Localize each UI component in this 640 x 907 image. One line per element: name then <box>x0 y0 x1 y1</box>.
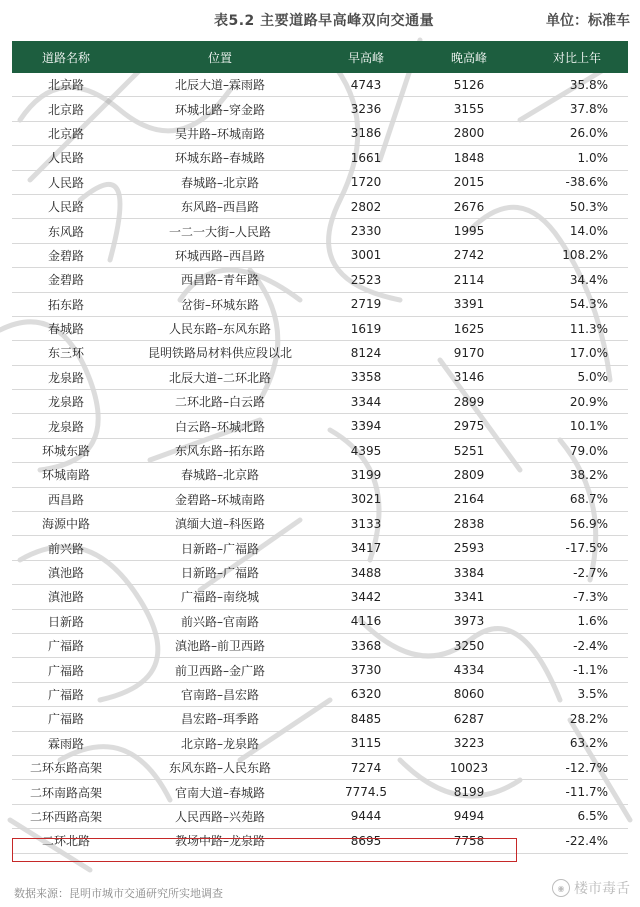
table-row <box>12 341 628 365</box>
cell-location: 金碧路–环城南路 <box>120 487 320 511</box>
cell-location: 滇缅大道–科医路 <box>120 512 320 536</box>
cell-morning-peak: 2802 <box>320 194 412 218</box>
cell-yoy-change: 3.5% <box>526 682 628 706</box>
cell-road-name: 人民路 <box>12 194 120 218</box>
cell-road-name: 人民路 <box>12 146 120 170</box>
cell-road-name: 前兴路 <box>12 536 120 560</box>
cell-yoy-change: 34.4% <box>526 268 628 292</box>
table-row <box>12 804 628 828</box>
cell-morning-peak: 3394 <box>320 414 412 438</box>
cell-morning-peak: 7774.5 <box>320 780 412 804</box>
cell-road-name: 二环西路高架 <box>12 804 120 828</box>
cell-morning-peak: 3488 <box>320 560 412 584</box>
column-header-location: 位置 <box>120 41 320 73</box>
traffic-volume-table <box>12 41 628 854</box>
table-row <box>12 121 628 145</box>
table-row <box>12 585 628 609</box>
cell-evening-peak: 2114 <box>412 268 526 292</box>
cell-yoy-change: -17.5% <box>526 536 628 560</box>
cell-road-name: 西昌路 <box>12 487 120 511</box>
cell-road-name: 龙泉路 <box>12 414 120 438</box>
cell-morning-peak: 8124 <box>320 341 412 365</box>
cell-location: 环城东路–春城路 <box>120 146 320 170</box>
table-row <box>12 560 628 584</box>
cell-morning-peak: 3133 <box>320 512 412 536</box>
cell-yoy-change: 20.9% <box>526 390 628 414</box>
cell-morning-peak: 1661 <box>320 146 412 170</box>
cell-road-name: 广福路 <box>12 633 120 657</box>
table-row <box>12 633 628 657</box>
table-row <box>12 829 628 853</box>
cell-location: 滇池路–前卫西路 <box>120 633 320 657</box>
table-row <box>12 243 628 267</box>
cell-evening-peak: 5251 <box>412 438 526 462</box>
table-row <box>12 146 628 170</box>
cell-evening-peak: 8060 <box>412 682 526 706</box>
cell-location: 昆明铁路局材料供应段以北 <box>120 341 320 365</box>
table-header-row <box>12 41 628 73</box>
cell-location: 前卫西路–金广路 <box>120 658 320 682</box>
cell-morning-peak: 8485 <box>320 707 412 731</box>
table-row <box>12 73 628 97</box>
cell-location: 官南路–昌宏路 <box>120 682 320 706</box>
table-row <box>12 292 628 316</box>
cell-evening-peak: 5126 <box>412 73 526 97</box>
cell-morning-peak: 2719 <box>320 292 412 316</box>
cell-location: 北京路–龙泉路 <box>120 731 320 755</box>
cell-evening-peak: 1625 <box>412 316 526 340</box>
cell-road-name: 二环东路高架 <box>12 755 120 779</box>
cell-morning-peak: 4743 <box>320 73 412 97</box>
table-row <box>12 755 628 779</box>
cell-yoy-change: 6.5% <box>526 804 628 828</box>
cell-road-name: 北京路 <box>12 73 120 97</box>
table-row <box>12 731 628 755</box>
cell-evening-peak: 3223 <box>412 731 526 755</box>
cell-evening-peak: 2676 <box>412 194 526 218</box>
cell-evening-peak: 3384 <box>412 560 526 584</box>
cell-yoy-change: -38.6% <box>526 170 628 194</box>
cell-morning-peak: 3021 <box>320 487 412 511</box>
table-title: 表5.2 主要道路早高峰双向交通量 <box>214 13 435 29</box>
title-bar <box>0 6 640 34</box>
table-row <box>12 707 628 731</box>
cell-road-name: 龙泉路 <box>12 390 120 414</box>
cell-morning-peak: 3001 <box>320 243 412 267</box>
cell-morning-peak: 3236 <box>320 97 412 121</box>
cell-yoy-change: -7.3% <box>526 585 628 609</box>
cell-evening-peak: 2015 <box>412 170 526 194</box>
cell-location: 日新路–广福路 <box>120 536 320 560</box>
cell-road-name: 人民路 <box>12 170 120 194</box>
cell-morning-peak: 3417 <box>320 536 412 560</box>
cell-yoy-change: -1.1% <box>526 658 628 682</box>
brand-watermark <box>552 878 630 898</box>
cell-road-name: 拓东路 <box>12 292 120 316</box>
cell-yoy-change: 10.1% <box>526 414 628 438</box>
cell-morning-peak: 1720 <box>320 170 412 194</box>
cell-morning-peak: 3344 <box>320 390 412 414</box>
cell-road-name: 滇池路 <box>12 585 120 609</box>
cell-road-name: 滇池路 <box>12 560 120 584</box>
table-row <box>12 780 628 804</box>
table-row <box>12 658 628 682</box>
cell-yoy-change: -2.4% <box>526 633 628 657</box>
cell-yoy-change: -11.7% <box>526 780 628 804</box>
cell-morning-peak: 3186 <box>320 121 412 145</box>
cell-evening-peak: 3973 <box>412 609 526 633</box>
source-note: 数据来源：昆明市城市交通研究所实地调查 <box>14 887 223 900</box>
cell-yoy-change: 37.8% <box>526 97 628 121</box>
cell-evening-peak: 2164 <box>412 487 526 511</box>
cell-yoy-change: -2.7% <box>526 560 628 584</box>
cell-location: 北辰大道–霖雨路 <box>120 73 320 97</box>
cell-road-name: 环城东路 <box>12 438 120 462</box>
cell-evening-peak: 2593 <box>412 536 526 560</box>
cell-evening-peak: 2899 <box>412 390 526 414</box>
cell-location: 北辰大道–二环北路 <box>120 365 320 389</box>
cell-evening-peak: 7758 <box>412 829 526 853</box>
cell-yoy-change: 5.0% <box>526 365 628 389</box>
cell-location: 东风东路–拓东路 <box>120 438 320 462</box>
cell-evening-peak: 9494 <box>412 804 526 828</box>
cell-evening-peak: 1995 <box>412 219 526 243</box>
cell-evening-peak: 3391 <box>412 292 526 316</box>
cell-morning-peak: 7274 <box>320 755 412 779</box>
table-row <box>12 219 628 243</box>
table-row <box>12 194 628 218</box>
cell-evening-peak: 3341 <box>412 585 526 609</box>
table-row <box>12 536 628 560</box>
cell-evening-peak: 2838 <box>412 512 526 536</box>
cell-morning-peak: 8695 <box>320 829 412 853</box>
cell-location: 环城西路–西昌路 <box>120 243 320 267</box>
table-body <box>12 73 628 853</box>
cell-yoy-change: -12.7% <box>526 755 628 779</box>
cell-location: 白云路–环城北路 <box>120 414 320 438</box>
column-header-yoy-change: 对比上年 <box>526 41 628 73</box>
cell-yoy-change: 63.2% <box>526 731 628 755</box>
unit-label: 单位：标准车 <box>546 13 630 29</box>
cell-yoy-change: 54.3% <box>526 292 628 316</box>
cell-morning-peak: 3730 <box>320 658 412 682</box>
cell-location: 环城北路–穿金路 <box>120 97 320 121</box>
cell-road-name: 金碧路 <box>12 243 120 267</box>
cell-location: 吴井路–环城南路 <box>120 121 320 145</box>
table-row <box>12 414 628 438</box>
table-row <box>12 316 628 340</box>
cell-morning-peak: 1619 <box>320 316 412 340</box>
cell-evening-peak: 3146 <box>412 365 526 389</box>
column-header-road-name: 道路名称 <box>12 41 120 73</box>
cell-road-name: 二环北路 <box>12 829 120 853</box>
cell-evening-peak: 2742 <box>412 243 526 267</box>
cell-road-name: 金碧路 <box>12 268 120 292</box>
cell-morning-peak: 3358 <box>320 365 412 389</box>
cell-location: 春城路–北京路 <box>120 170 320 194</box>
cell-road-name: 环城南路 <box>12 463 120 487</box>
cell-evening-peak: 3155 <box>412 97 526 121</box>
cell-road-name: 霖雨路 <box>12 731 120 755</box>
cell-yoy-change: 68.7% <box>526 487 628 511</box>
cell-yoy-change: 108.2% <box>526 243 628 267</box>
table-row <box>12 170 628 194</box>
cell-evening-peak: 2800 <box>412 121 526 145</box>
table-row <box>12 487 628 511</box>
table-row <box>12 268 628 292</box>
cell-evening-peak: 6287 <box>412 707 526 731</box>
cell-morning-peak: 2523 <box>320 268 412 292</box>
cell-evening-peak: 1848 <box>412 146 526 170</box>
cell-road-name: 北京路 <box>12 121 120 145</box>
cell-location: 人民东路–东风东路 <box>120 316 320 340</box>
cell-yoy-change: 26.0% <box>526 121 628 145</box>
cell-morning-peak: 3199 <box>320 463 412 487</box>
column-header-evening-peak: 晚高峰 <box>412 41 526 73</box>
cell-location: 昌宏路–珥季路 <box>120 707 320 731</box>
cell-road-name: 龙泉路 <box>12 365 120 389</box>
cell-road-name: 海源中路 <box>12 512 120 536</box>
brand-name: 楼市毒舌 <box>574 881 630 897</box>
cell-location: 春城路–北京路 <box>120 463 320 487</box>
cell-road-name: 春城路 <box>12 316 120 340</box>
cell-morning-peak: 3442 <box>320 585 412 609</box>
cell-yoy-change: 38.2% <box>526 463 628 487</box>
cell-yoy-change: 17.0% <box>526 341 628 365</box>
cell-road-name: 广福路 <box>12 658 120 682</box>
cell-morning-peak: 4395 <box>320 438 412 462</box>
weibo-icon: ◉ <box>552 879 570 897</box>
table-row <box>12 97 628 121</box>
cell-morning-peak: 4116 <box>320 609 412 633</box>
table-row <box>12 390 628 414</box>
cell-road-name: 东风路 <box>12 219 120 243</box>
cell-location: 东风路–西昌路 <box>120 194 320 218</box>
table-row <box>12 512 628 536</box>
cell-yoy-change: 14.0% <box>526 219 628 243</box>
cell-yoy-change: 11.3% <box>526 316 628 340</box>
cell-yoy-change: 35.8% <box>526 73 628 97</box>
cell-road-name: 北京路 <box>12 97 120 121</box>
cell-road-name: 广福路 <box>12 707 120 731</box>
table-row <box>12 682 628 706</box>
cell-location: 教场中路–龙泉路 <box>120 829 320 853</box>
cell-location: 前兴路–官南路 <box>120 609 320 633</box>
cell-location: 官南大道–春城路 <box>120 780 320 804</box>
cell-morning-peak: 2330 <box>320 219 412 243</box>
cell-location: 东风东路–人民东路 <box>120 755 320 779</box>
cell-location: 一二一大街–人民路 <box>120 219 320 243</box>
cell-yoy-change: 56.9% <box>526 512 628 536</box>
table-row <box>12 463 628 487</box>
cell-location: 日新路–广福路 <box>120 560 320 584</box>
cell-morning-peak: 3368 <box>320 633 412 657</box>
cell-evening-peak: 2975 <box>412 414 526 438</box>
cell-yoy-change: 79.0% <box>526 438 628 462</box>
cell-road-name: 广福路 <box>12 682 120 706</box>
cell-yoy-change: 1.6% <box>526 609 628 633</box>
cell-morning-peak: 9444 <box>320 804 412 828</box>
cell-evening-peak: 4334 <box>412 658 526 682</box>
cell-location: 广福路–南绕城 <box>120 585 320 609</box>
cell-road-name: 二环南路高架 <box>12 780 120 804</box>
cell-location: 岔街–环城东路 <box>120 292 320 316</box>
column-header-morning-peak: 早高峰 <box>320 41 412 73</box>
cell-evening-peak: 9170 <box>412 341 526 365</box>
cell-evening-peak: 8199 <box>412 780 526 804</box>
cell-yoy-change: 1.0% <box>526 146 628 170</box>
cell-road-name: 东三环 <box>12 341 120 365</box>
cell-yoy-change: 50.3% <box>526 194 628 218</box>
table-row <box>12 365 628 389</box>
cell-location: 人民西路–兴苑路 <box>120 804 320 828</box>
cell-evening-peak: 10023 <box>412 755 526 779</box>
cell-road-name: 日新路 <box>12 609 120 633</box>
cell-evening-peak: 3250 <box>412 633 526 657</box>
cell-morning-peak: 3115 <box>320 731 412 755</box>
table-row <box>12 609 628 633</box>
table-row <box>12 438 628 462</box>
cell-yoy-change: -22.4% <box>526 829 628 853</box>
cell-evening-peak: 2809 <box>412 463 526 487</box>
cell-location: 二环北路–白云路 <box>120 390 320 414</box>
cell-yoy-change: 28.2% <box>526 707 628 731</box>
cell-morning-peak: 6320 <box>320 682 412 706</box>
cell-location: 西昌路–青年路 <box>120 268 320 292</box>
